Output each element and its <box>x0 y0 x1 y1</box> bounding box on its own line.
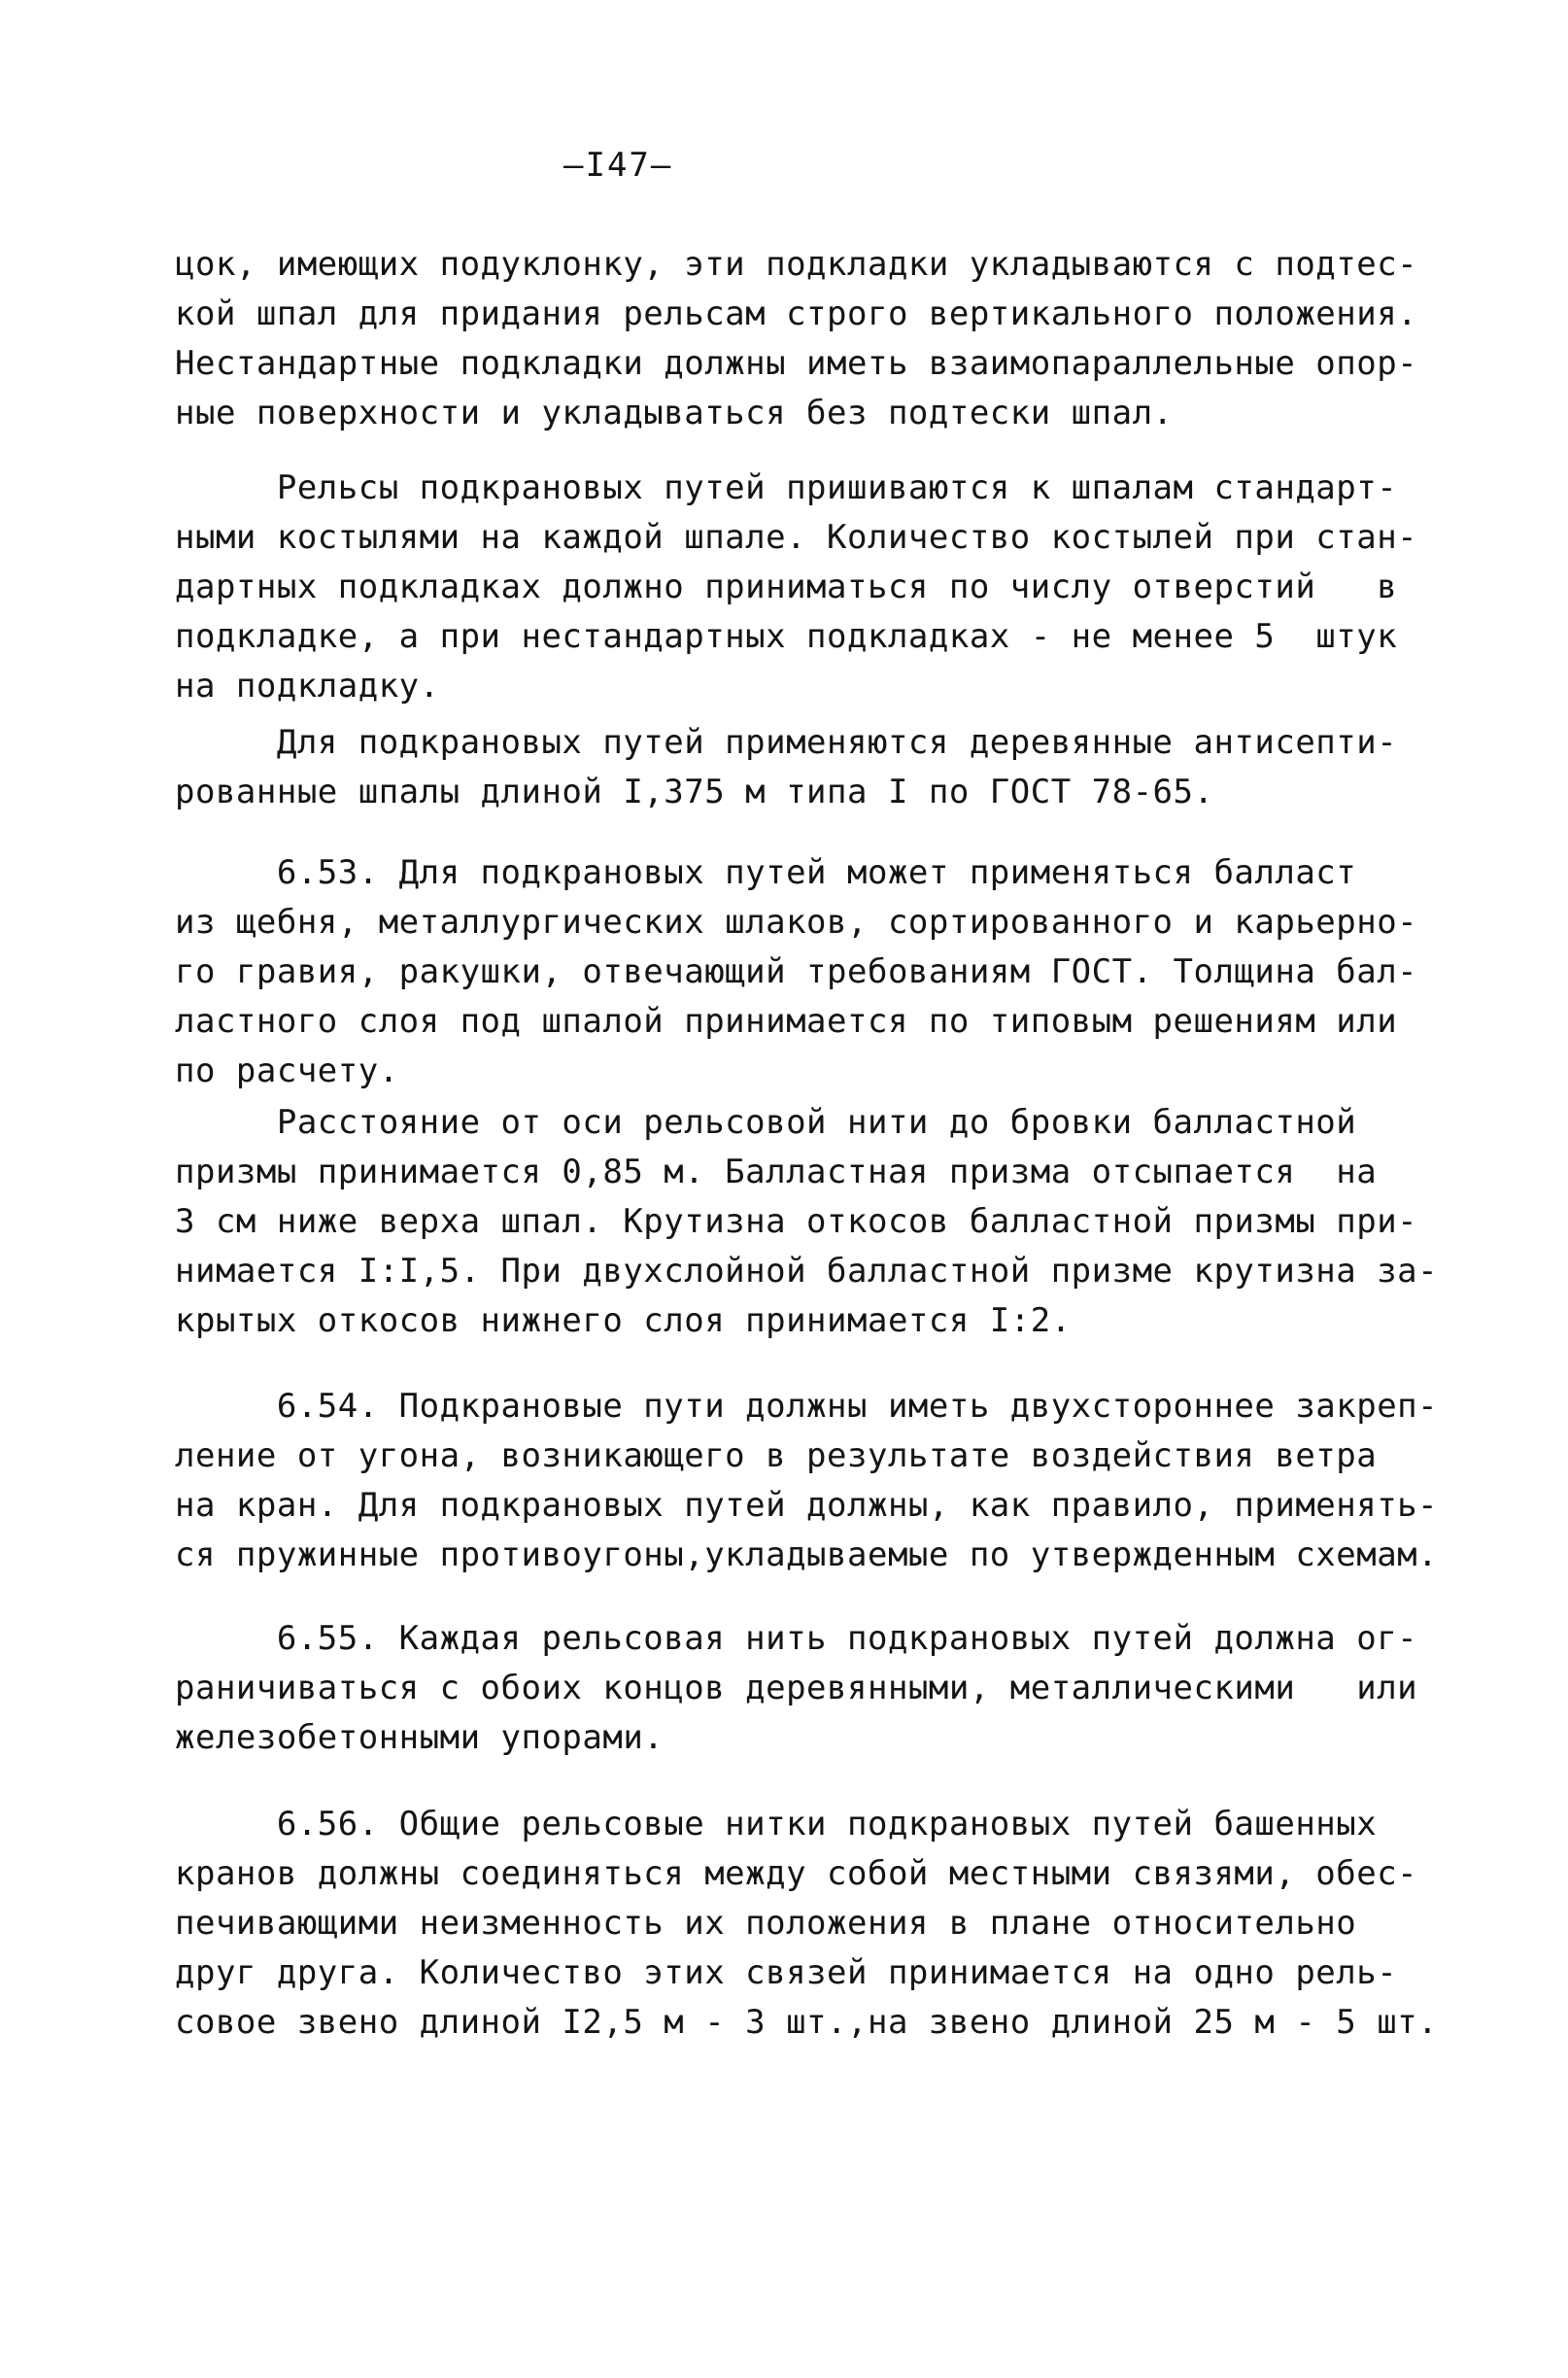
text-line: го гравия, ракушки, отвечающий требованиям ГОСТ. Толщина бал- <box>175 952 1418 991</box>
text-line: раничиваться с обоих концов деревянными, металлическими или <box>175 1669 1418 1707</box>
text-line: 6.55. Каждая рельсовая нить подкрановых путей должна ог- <box>175 1619 1418 1658</box>
text-line: ся пружинные противоугоны,укладываемые по утвержденным схемам. <box>175 1535 1439 1574</box>
text-line: подкладке, а при нестандартных подкладках - не менее 5 штук <box>175 617 1398 656</box>
text-line: совое звено длиной I2,5 м - 3 шт.,на звено длиной 25 м - 5 шт. <box>175 2003 1439 2042</box>
text-line: друг друга. Количество этих связей принимается на одно рель- <box>175 1953 1398 1992</box>
text-line: ными костылями на каждой шпале. Количество костылей при стан- <box>175 518 1418 557</box>
text-line: на подкладку. <box>175 667 440 706</box>
text-line: дартных подкладках должно приниматься по числу отверстий в <box>175 568 1398 606</box>
text-line: печивающими неизменность их положения в плане относительно <box>175 1904 1357 1943</box>
text-line: 6.56. Общие рельсовые нитки подкрановых путей башенных <box>175 1805 1378 1844</box>
page-number: —I47— <box>563 146 673 185</box>
text-line: цок, имеющих подуклонку, эти подкладки укладываются с подтес- <box>175 245 1418 284</box>
text-line: 6.53. Для подкрановых путей может применяться балласт <box>175 853 1357 892</box>
text-line: ление от угона, возникающего в результате воздействия ветра <box>175 1436 1378 1475</box>
text-line: из щебня, металлургических шлаков, сортированного и карьерно- <box>175 903 1418 942</box>
text-line: нимается I:I,5. При двухслойной балластной призме крутизна за- <box>175 1252 1439 1291</box>
text-line: Для подкрановых путей применяются деревянные антисепти- <box>175 723 1398 762</box>
text-line: ные поверхности и укладываться без подтески шпал. <box>175 394 1174 432</box>
text-line: на кран. Для подкрановых путей должны, как правило, применять- <box>175 1486 1439 1525</box>
text-line: 6.54. Подкрановые пути должны иметь двухстороннее закреп- <box>175 1387 1439 1426</box>
text-line: призмы принимается 0,85 м. Балластная призма отсыпается на <box>175 1153 1378 1191</box>
text-line: рованные шпалы длиной I,375 м типа I по ГОСТ 78-65. <box>175 773 1214 811</box>
text-line: кранов должны соединяться между собой местными связями, обес- <box>175 1854 1418 1893</box>
text-line: 3 см ниже верха шпал. Крутизна откосов балластной призмы при- <box>175 1202 1418 1241</box>
text-line: железобетонными упорами. <box>175 1718 665 1757</box>
text-line: Нестандартные подкладки должны иметь взаимопараллельные опор- <box>175 344 1418 383</box>
text-line: Расстояние от оси рельсовой нити до бровки балластной <box>175 1103 1357 1142</box>
text-line: Рельсы подкрановых путей пришиваются к шпалам стандарт- <box>175 468 1398 507</box>
text-line: ластного слоя под шпалой принимается по типовым решениям или <box>175 1002 1398 1041</box>
text-line: крытых откосов нижнего слоя принимается I:2. <box>175 1301 1072 1340</box>
text-line: кой шпал для придания рельсам строго вертикального положения. <box>175 294 1418 333</box>
text-line: по расчету. <box>175 1051 399 1090</box>
